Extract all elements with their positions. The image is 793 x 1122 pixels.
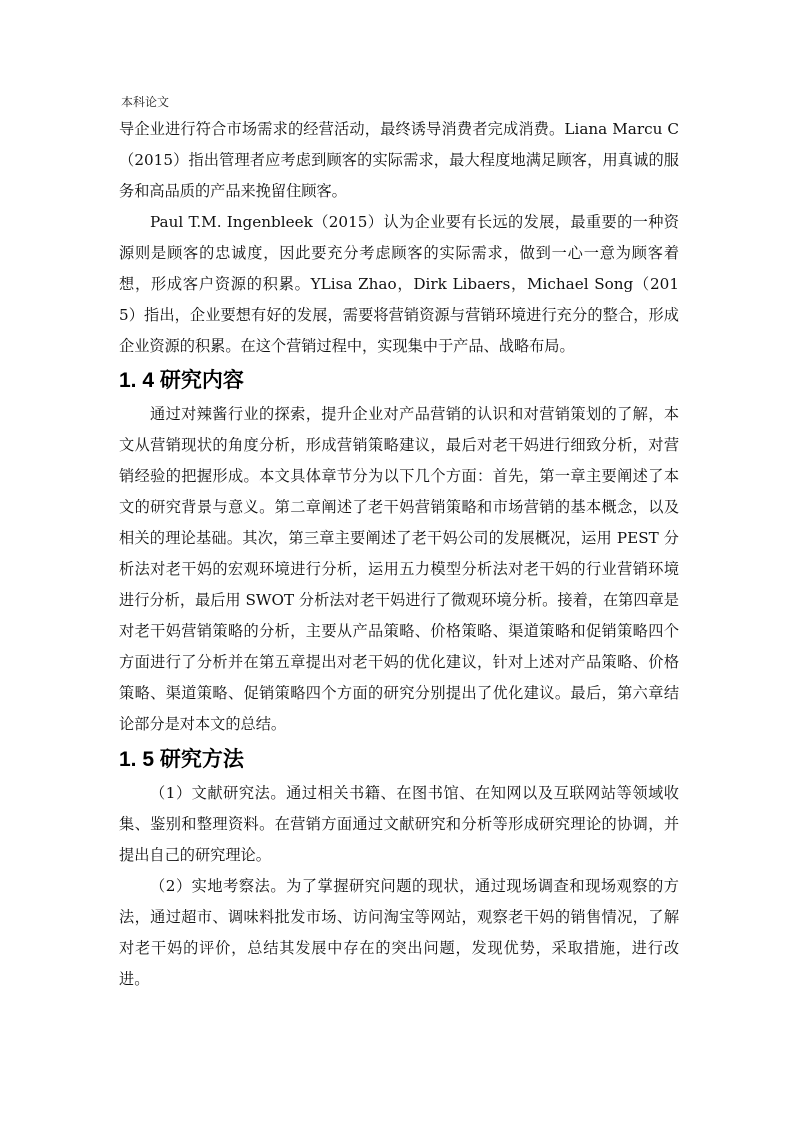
- paragraph-field-method: （2）实地考察法。为了掌握研究问题的现状，通过现场调查和现场观察的方法，通过超市、调味料批发市场、访问淘宝等网站，观察老干妈的销售情况，了解对老干妈的评价，总结其发展中存在的突出问题，发现优势，采取措施，进行改进。: [119, 877, 679, 988]
- section-heading-research-methods: 1. 5 研究方法: [119, 748, 244, 771]
- paragraph-literature-method: （1）文献研究法。通过相关书籍、在图书馆、在知网以及互联网站等领域收集、鉴别和整理资料。在营销方面通过文献研究和分析等形成研究理论的协调，并提出自己的研究理论。: [119, 784, 679, 864]
- paragraph-research-content: 通过对辣酱行业的探索，提升企业对产品营销的认识和对营销策划的了解，本文从营销现状的角度分析，形成营销策略建议，最后对老干妈进行细致分析，对营销经验的把握形成。本文具体章节分为以下几个方面：首先，第一章主要阐述了本文的研究背景与意义。第二章阐述了老干妈营销策略和市场营销的基本概念，以及相关的理论基础。其次，第三章主要阐述了老干妈公司的发展概况，运用 PEST 分析法对老干妈的宏观环境进行分析，运用五力模型分析法对老干妈的行业营销环境进行分析，最后用 SWOT 分析法对老干妈进行了微观环境分析。接着，在第四章是对老干妈营销策略的分析，主要从产品策略、价格策略、渠道策略和促销策略四个方面进行了分析并在第五章提出对老干妈的优化建议，针对上述对产品策略、价格策略、渠道策略、促销策略四个方面的研究分别提出了优化建议。最后，第六章结论部分是对本文的总结。: [119, 405, 679, 733]
- page-body: [119, 114, 679, 995]
- paragraph-continuation: 导企业进行符合市场需求的经营活动，最终诱导消费者完成消费。Liana Marcu C（2015）指出管理者应考虑到顾客的实际需求，最大程度地满足顾客，用真诚的服务和高品质的产品来挽留住顾客。: [119, 120, 679, 200]
- page-header: 本科论文: [121, 95, 170, 109]
- section-heading-research-content: 1. 4 研究内容: [119, 369, 244, 392]
- paragraph-ingenbleek: Paul T.M. Ingenbleek（2015）认为企业要有长远的发展，最重要的一种资源则是顾客的忠诚度，因此要充分考虑顾客的实际需求，做到一心一意为顾客着想，形成客户资源的积累。YLisa Zhao，Dirk Libaers，Michael Song（2015）指出，企业要想有好的发展，需要将营销资源与营销环境进行充分的整合，形成企业资源的积累。在这个营销过程中，实现集中于产品、战略布局。: [119, 213, 679, 355]
